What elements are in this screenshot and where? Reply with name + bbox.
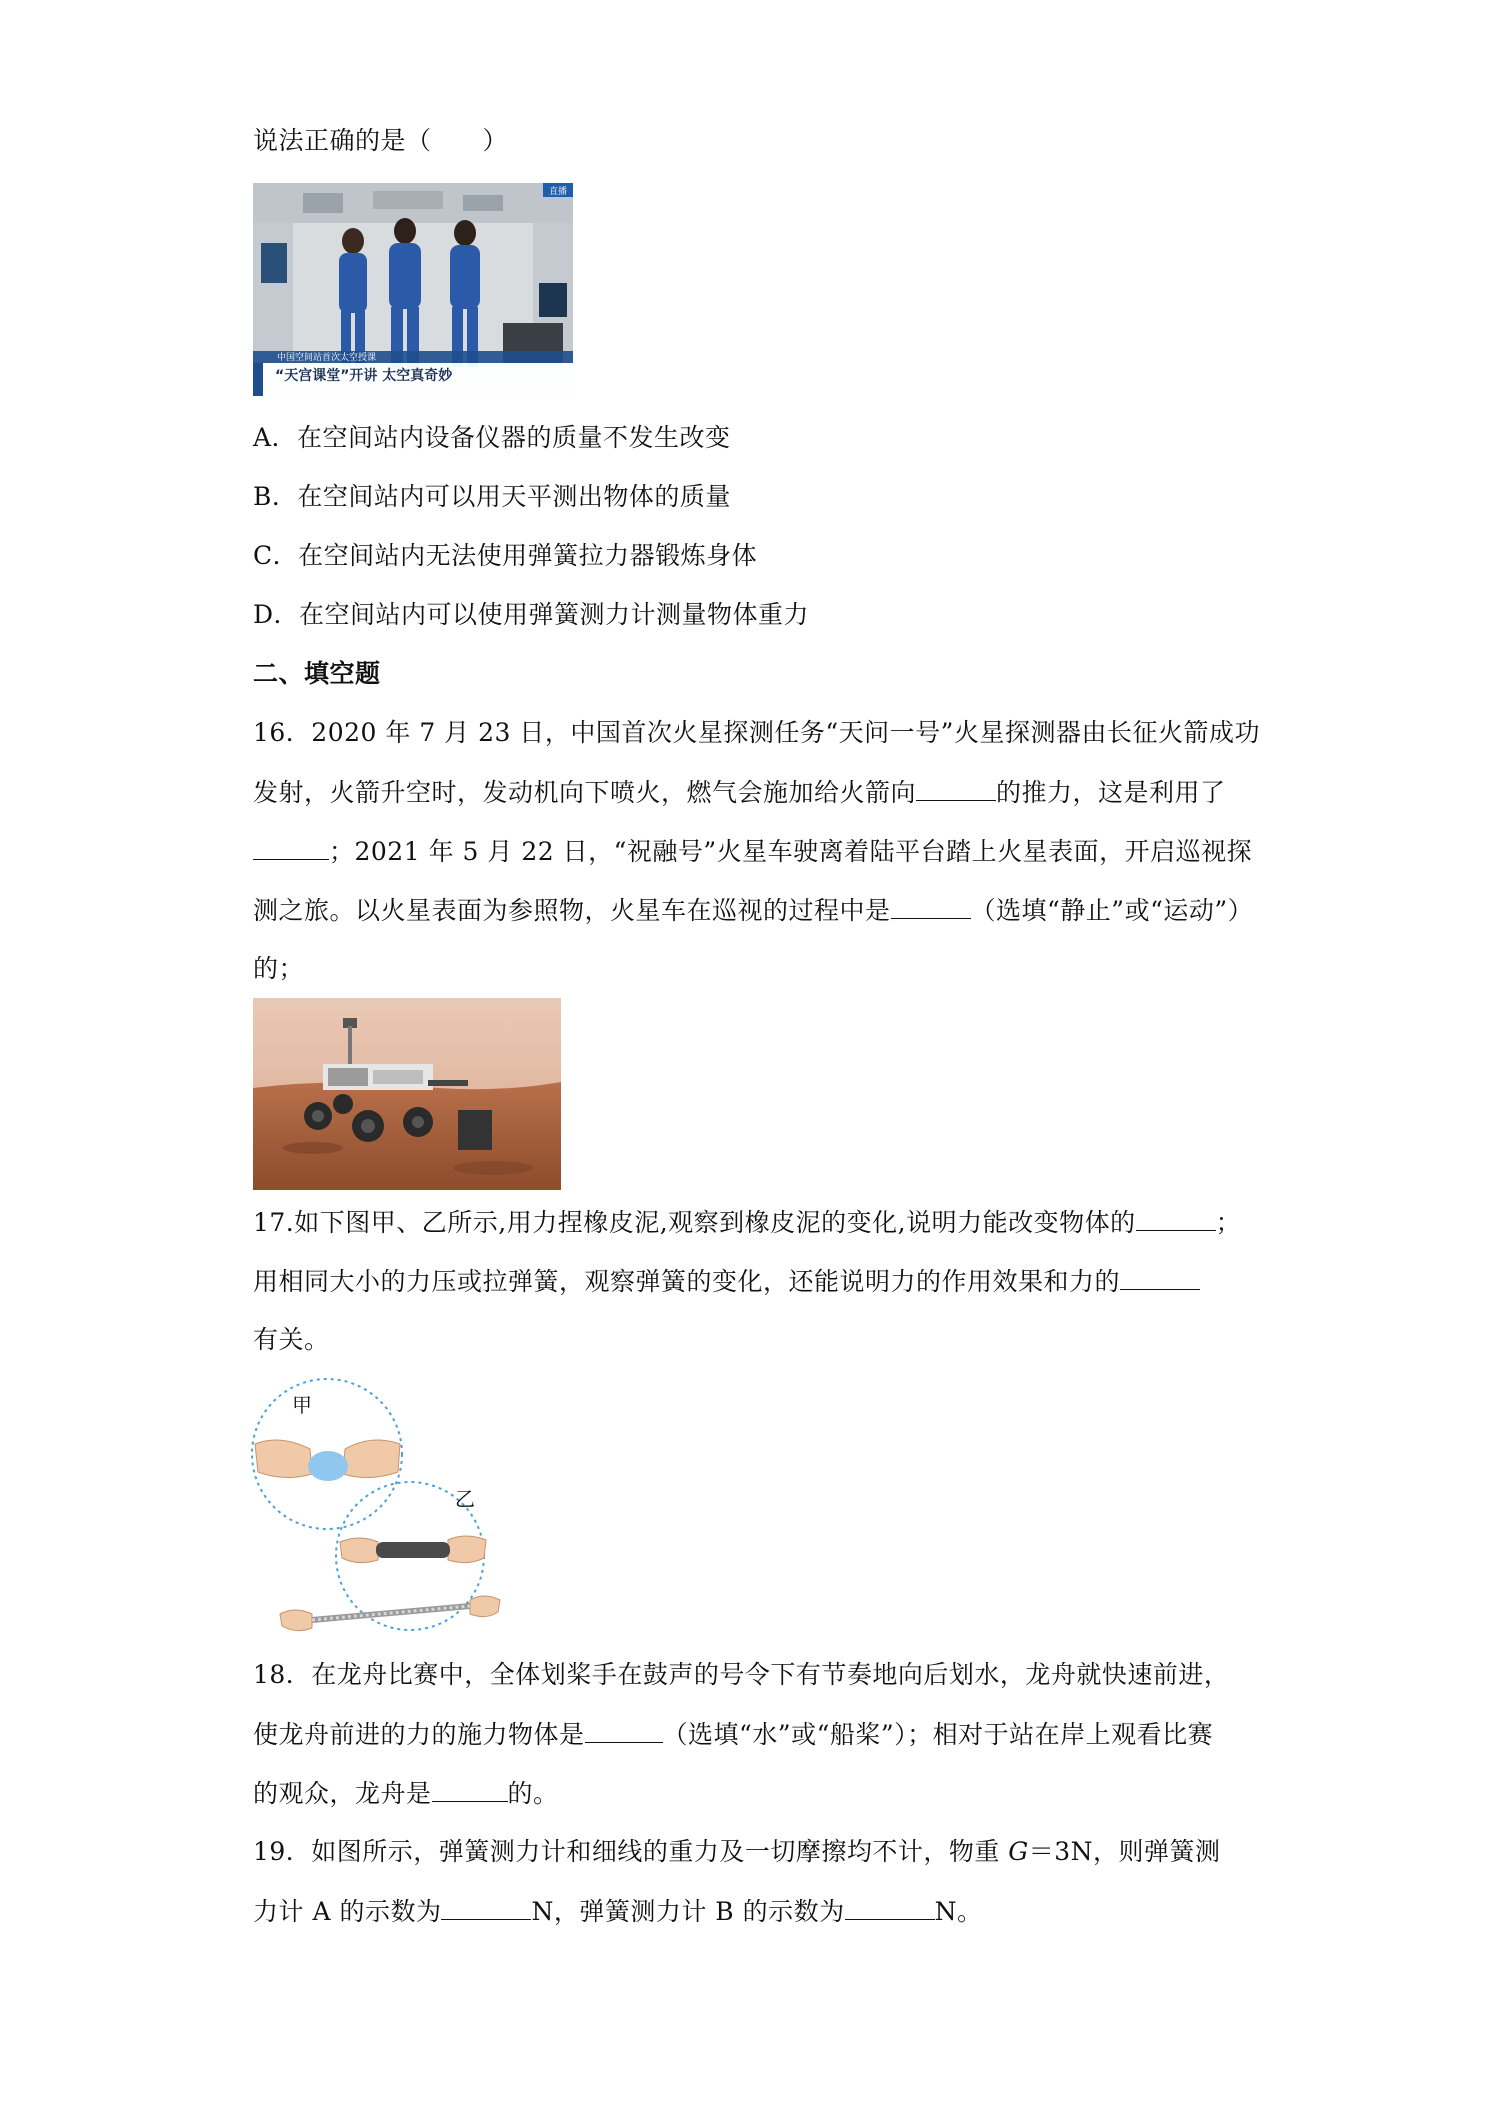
q18-line2-a: 使龙舟前进的力的施力物体是 (253, 1720, 585, 1749)
q16-line3-b: ；2021 年 5 月 22 日，“祝融号”火星车驶离着陆平台踏上火星表面，开启巡视探 (329, 837, 1253, 866)
q16-line2-a: 发射，火箭升空时，发动机向下喷火，燃气会施加给火箭向 (253, 778, 917, 807)
force-hands-figure (250, 1374, 510, 1646)
q16-blank-2[interactable] (253, 833, 329, 860)
q17-line2 (253, 1263, 1200, 1300)
q17-line1 (253, 1204, 1241, 1241)
q16-line5: 的； (253, 954, 305, 983)
q18-line3-b: 的。 (507, 1779, 559, 1808)
q19-line1-a: 19．如图所示，弹簧测力计和细线的重力及一切摩擦均不计，物重 (253, 1837, 1009, 1866)
q16-line1: 16．2020 年 7 月 23 日，中国首次火星探测任务“天问一号”火星探测器由长征火箭成功 (253, 718, 1260, 747)
q19-line2-c: N。 (934, 1897, 983, 1926)
q18-line2-b: （选填“水”或“船桨”）；相对于站在岸上观看比赛 (662, 1720, 1214, 1749)
q16-line3 (253, 833, 1252, 870)
corner-tag: 直播 (548, 187, 568, 197)
option-c: C．在空间站内无法使用弹簧拉力器锻炼身体 (253, 541, 758, 570)
photo-caption-small: 中国空间站首次太空授课 (277, 353, 377, 363)
q17-blank-2[interactable] (1120, 1263, 1200, 1290)
q16-line4-b: （选填“静止”或“运动”） (970, 896, 1254, 925)
space-station-illustration (253, 183, 573, 396)
q17-line2-a: 用相同大小的力压或拉弹簧，观察弹簧的变化，还能说明力的作用效果和力的 (253, 1267, 1121, 1296)
q16-blank-3[interactable] (891, 892, 971, 919)
q18-line3-a: 的观众，龙舟是 (253, 1779, 432, 1808)
q17-line1-b: ； (1215, 1208, 1242, 1237)
q19-blank-a[interactable] (441, 1893, 531, 1920)
q19-line1 (253, 1834, 1221, 1870)
q19-blank-b[interactable] (845, 1893, 935, 1920)
option-d: D．在空间站内可以使用弹簧测力计测量物体重力 (253, 600, 810, 629)
q17-line3: 有关。 (253, 1325, 330, 1354)
q16-line4-a: 测之旅。以火星表面为参照物，火星车在巡视的过程中是 (253, 896, 891, 925)
mars-rover-illustration (253, 998, 561, 1190)
section-title: 二、填空题 (253, 659, 381, 688)
hands-illustration (250, 1374, 510, 1646)
q19-line2-b: N，弹簧测力计 B 的示数为 (531, 1897, 845, 1926)
q18-blank-1[interactable] (585, 1716, 663, 1743)
q18-line3 (253, 1775, 559, 1812)
q17-blank-1[interactable] (1136, 1204, 1216, 1231)
option-a: A．在空间站内设备仪器的质量不发生改变 (253, 423, 731, 452)
q19-line1-b: ＝3N，则弹簧测 (1028, 1837, 1221, 1866)
q16-line4 (253, 892, 1253, 929)
option-b: B．在空间站内可以用天平测出物体的质量 (253, 482, 731, 511)
space-station-photo (253, 183, 573, 396)
q18-line2 (253, 1716, 1213, 1753)
q19-line2-a: 力计 A 的示数为 (253, 1897, 442, 1926)
q18-line1: 18．在龙舟比赛中，全体划桨手在鼓声的号令下有节奏地向后划水，龙舟就快速前进， (253, 1660, 1230, 1689)
q19-symbol-g: G (1008, 1837, 1029, 1866)
q19-line2 (253, 1893, 983, 1930)
photo-caption-main: “天宫课堂”开讲 太空真奇妙 (275, 368, 453, 384)
q16-blank-1[interactable] (916, 774, 996, 801)
q16-line2-b: 的推力，这是利用了 (996, 778, 1226, 807)
label-jia: 甲 (292, 1393, 312, 1417)
q16-line2 (253, 774, 1226, 811)
label-yi: 乙 (455, 1487, 475, 1511)
q18-blank-2[interactable] (432, 1775, 508, 1802)
mars-rover-photo (253, 998, 561, 1190)
q17-line1-a: 17.如下图甲、乙所示,用力捏橡皮泥,观察到橡皮泥的变化,说明力能改变物体的 (253, 1208, 1136, 1237)
q15-stem-tail: 说法正确的是（ ） (253, 126, 509, 155)
